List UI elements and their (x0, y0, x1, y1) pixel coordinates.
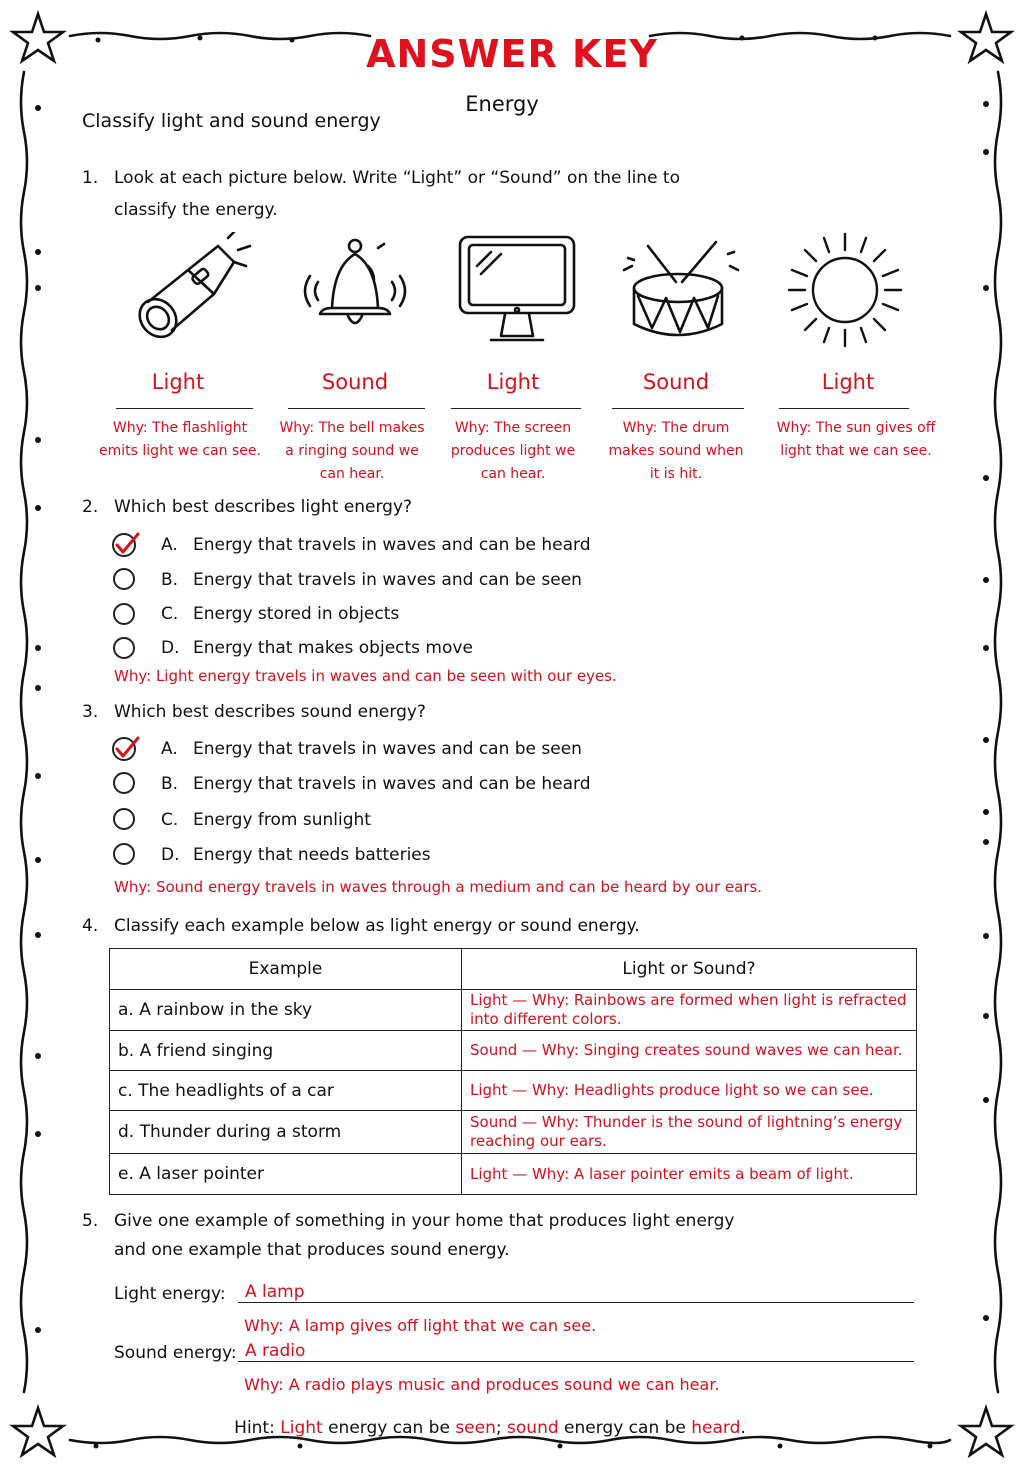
q2-option-a-checked-icon[interactable] (112, 532, 140, 558)
sound-energy-answer[interactable]: A radio (245, 1341, 306, 1361)
hint-light-word: Light (280, 1418, 323, 1438)
q3-option-a-text: Energy that travels in waves and can be seen (193, 739, 582, 759)
q3-option-a-letter: A. (161, 739, 178, 759)
q2-option-c-radio[interactable] (113, 603, 135, 625)
bell-icon (290, 236, 420, 336)
q1-answer-1: Light (151, 370, 205, 394)
q2-option-a-text: Energy that travels in waves and can be heard (193, 535, 591, 555)
table-header-row (110, 949, 917, 990)
q1-answer-line-1 (116, 408, 253, 409)
q2-option-b-text: Energy that travels in waves and can be seen (193, 570, 582, 590)
q3-why: Why: Sound energy travels in waves through a medium and can be heard by our ears. (114, 878, 763, 896)
q4-number: 4. (82, 916, 99, 936)
q2-text: Which best describes light energy? (114, 497, 413, 517)
sound-energy-why: Why: A radio plays music and produces sound we can hear. (244, 1375, 720, 1394)
q1-text-line2: classify the energy. (114, 200, 278, 220)
table-cell-answer[interactable]: Light — Why: Rainbows are formed when light is refracted into different colors. (462, 990, 917, 1031)
q1-answer-line-5 (779, 408, 909, 409)
q1-answer-line-2 (288, 408, 425, 409)
q1-answer-4: Sound (642, 370, 710, 394)
table-row (110, 990, 917, 1031)
hint-part1: energy can be (322, 1418, 456, 1438)
q1-number: 1. (82, 168, 99, 188)
light-energy-why: Why: A lamp gives off light that we can see. (244, 1316, 597, 1335)
hint-seen-word: seen (455, 1418, 496, 1438)
table-row (110, 1111, 917, 1154)
q1-why-4: Why: The drum makes sound when it is hit. (608, 420, 744, 482)
table-header-answer: Light or Sound? (462, 949, 917, 990)
table-row (110, 1071, 917, 1111)
q1-answer-5: Light (821, 370, 875, 394)
table-cell-answer[interactable]: Light — Why: A laser pointer emits a beam of light. (462, 1154, 917, 1195)
drum-icon (618, 236, 742, 346)
topic-heading: Classify light and sound energy (82, 110, 381, 132)
q2-option-c-letter: C. (161, 604, 179, 624)
q1-answer-line-3 (451, 408, 581, 409)
subject-heading: Energy (465, 92, 539, 116)
sound-energy-label: Sound energy: (114, 1343, 237, 1363)
q1-answer-3: Light (486, 370, 540, 394)
q3-option-d-letter: D. (161, 845, 180, 865)
q3-option-d-text: Energy that needs batteries (193, 845, 431, 865)
q2-option-b-radio[interactable] (113, 568, 135, 590)
q1-answer-2: Sound (321, 370, 389, 394)
q1-why-3: Why: The screen produces light we can hear. (450, 420, 576, 482)
sun-icon (780, 228, 910, 352)
table-row (110, 1154, 917, 1195)
q2-number: 2. (82, 497, 99, 517)
classification-table (109, 948, 917, 1195)
q2-option-d-radio[interactable] (113, 637, 135, 659)
q3-option-b-radio[interactable] (113, 772, 135, 794)
q3-number: 3. (82, 702, 99, 722)
table-cell-example: d. Thunder during a storm (110, 1111, 462, 1154)
q5-number: 5. (82, 1211, 99, 1231)
q5-text-line1: Give one example of something in your home that produces light energy (114, 1211, 735, 1231)
q3-option-c-letter: C. (161, 810, 179, 830)
q5-text-line2: and one example that produces sound energy. (114, 1240, 510, 1260)
table-cell-example: a. A rainbow in the sky (110, 990, 462, 1031)
light-energy-label: Light energy: (114, 1284, 226, 1304)
hint-end: . (740, 1418, 746, 1438)
monitor-icon (455, 232, 579, 346)
sound-energy-line (238, 1361, 914, 1362)
table-row (110, 1031, 917, 1071)
table-cell-example: c. The headlights of a car (110, 1071, 462, 1111)
q3-option-b-text: Energy that travels in waves and can be heard (193, 774, 591, 794)
hint-sound-word: sound (507, 1418, 559, 1438)
page-title: ANSWER KEY (366, 32, 658, 76)
table-cell-example: b. A friend singing (110, 1031, 462, 1071)
table-header-example: Example (110, 949, 462, 990)
hint-heard-word: heard (691, 1418, 741, 1438)
hint-part2: ; (495, 1418, 508, 1438)
q2-option-b-letter: B. (161, 570, 179, 590)
q2-option-d-letter: D. (161, 638, 180, 658)
flashlight-icon (130, 232, 260, 347)
q1-why-2: Why: The bell makes a ringing sound we can hear. (279, 420, 425, 482)
q3-option-c-radio[interactable] (113, 808, 135, 830)
hint-label: Hint: (234, 1418, 275, 1438)
q1-text-line1: Look at each picture below. Write “Light” or “Sound” on the line to (114, 168, 680, 188)
hint-part3: energy can be (558, 1418, 692, 1438)
q1-answer-line-4 (612, 408, 744, 409)
q3-option-b-letter: B. (161, 774, 179, 794)
q2-why: Why: Light energy travels in waves and can be seen with our eyes. (114, 667, 617, 685)
table-cell-answer[interactable]: Sound — Why: Singing creates sound waves we can hear. (462, 1031, 917, 1071)
q3-option-c-text: Energy from sunlight (193, 810, 371, 830)
q1-why-5: Why: The sun gives off light that we can see. (776, 420, 936, 459)
q2-option-d-text: Energy that makes objects move (193, 638, 473, 658)
table-cell-answer[interactable]: Sound — Why: Thunder is the sound of lightning’s energy reaching our ears. (462, 1111, 917, 1154)
q2-option-a-letter: A. (161, 535, 178, 555)
q1-why-1: Why: The flashlight emits light we can see. (99, 420, 261, 459)
table-cell-example: e. A laser pointer (110, 1154, 462, 1195)
light-energy-line (238, 1302, 914, 1303)
light-energy-answer[interactable]: A lamp (245, 1282, 305, 1302)
q3-option-d-radio[interactable] (113, 843, 135, 865)
q2-option-c-text: Energy stored in objects (193, 604, 400, 624)
q3-text: Which best describes sound energy? (114, 702, 426, 722)
hint-line (0, 1418, 980, 1438)
q4-text: Classify each example below as light energy or sound energy. (114, 916, 640, 936)
table-cell-answer[interactable]: Light — Why: Headlights produce light so we can see. (462, 1071, 917, 1111)
q3-option-a-checked-icon[interactable] (112, 736, 140, 762)
